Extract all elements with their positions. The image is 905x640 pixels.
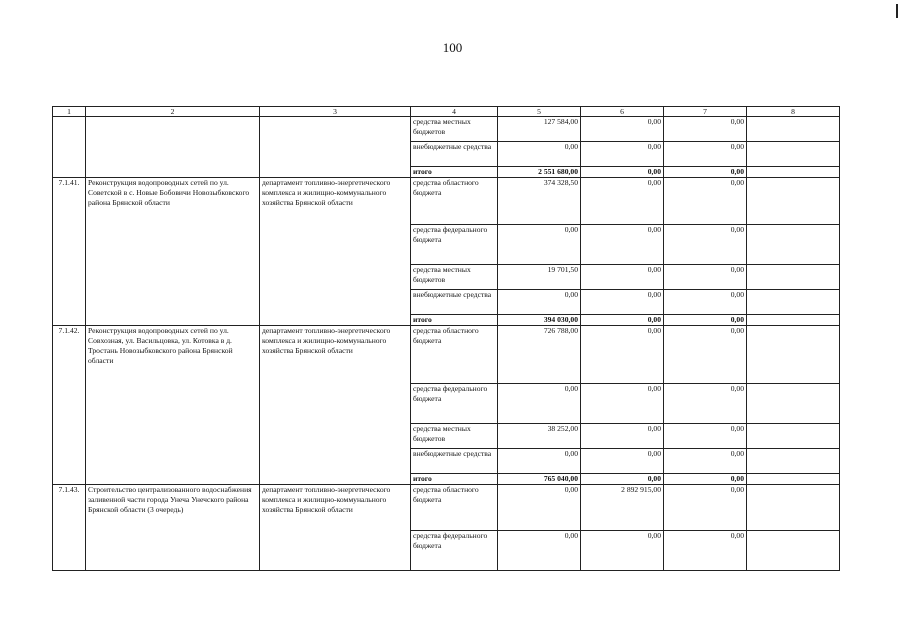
- amount-col6: 0,00: [581, 315, 664, 326]
- project-code: 7.1.42.: [53, 326, 86, 485]
- amount-col5: 0,00: [498, 225, 581, 265]
- project-code: 7.1.41.: [53, 178, 86, 326]
- project-name-empty: [86, 117, 260, 178]
- amount-col5: 0,00: [498, 485, 581, 531]
- amount-col5: 38 252,00: [498, 424, 581, 449]
- amount-col6: 0,00: [581, 474, 664, 485]
- budget-table: [52, 106, 840, 571]
- amount-col5: 127 584,00: [498, 117, 581, 142]
- column-header: 4: [411, 107, 498, 117]
- amount-col7: 0,00: [664, 142, 747, 167]
- amount-col6: 0,00: [581, 326, 664, 384]
- amount-col7: 0,00: [664, 178, 747, 225]
- column-header: 8: [747, 107, 840, 117]
- amount-col5: 0,00: [498, 449, 581, 474]
- amount-col6: 0,00: [581, 167, 664, 178]
- column-header: 7: [664, 107, 747, 117]
- column-header: 2: [86, 107, 260, 117]
- page-number: 100: [442, 40, 463, 55]
- amount-col7: 0,00: [664, 326, 747, 384]
- funding-source: средства областного бюджета: [411, 326, 498, 384]
- project-code: 7.1.43.: [53, 485, 86, 571]
- column-header: 6: [581, 107, 664, 117]
- funding-source: средства областного бюджета: [411, 178, 498, 225]
- amount-col5: 726 788,00: [498, 326, 581, 384]
- amount-col7: 0,00: [664, 117, 747, 142]
- table-row: [53, 485, 840, 531]
- col8-empty: [747, 474, 840, 485]
- project-executor: департамент топливно-энергетического комплекса и жилищно-коммунального хозяйства Брянской области: [260, 178, 411, 326]
- amount-col7: 0,00: [664, 474, 747, 485]
- amount-col7: 0,00: [664, 315, 747, 326]
- amount-col6: 0,00: [581, 290, 664, 315]
- amount-col6: 0,00: [581, 142, 664, 167]
- amount-col6: 0,00: [581, 449, 664, 474]
- project-name: Строительство централизованного водоснабжения заливенной части города Унеча Унечского района Брянской области (3 очередь): [86, 485, 260, 571]
- col8-empty: [747, 290, 840, 315]
- amount-col5: 0,00: [498, 531, 581, 571]
- funding-source: средства федерального бюджета: [411, 384, 498, 424]
- col8-empty: [747, 449, 840, 474]
- funding-source: средства федерального бюджета: [411, 225, 498, 265]
- project-name: Реконструкция водопроводных сетей по ул. Советской в с. Новые Бобовичи Новозыбковского района Брянской области: [86, 178, 260, 326]
- col8-empty: [747, 315, 840, 326]
- col8-empty: [747, 384, 840, 424]
- amount-col6: 0,00: [581, 424, 664, 449]
- column-header: 5: [498, 107, 581, 117]
- col8-empty: [747, 117, 840, 142]
- funding-source: внебюджетные средства: [411, 142, 498, 167]
- scan-edge-mark: [896, 4, 898, 18]
- col8-empty: [747, 531, 840, 571]
- col8-empty: [747, 485, 840, 531]
- amount-col6: 0,00: [581, 531, 664, 571]
- amount-col5: 765 040,00: [498, 474, 581, 485]
- amount-col5: 0,00: [498, 384, 581, 424]
- amount-col7: 0,00: [664, 449, 747, 474]
- funding-source: внебюджетные средства: [411, 449, 498, 474]
- amount-col5: 0,00: [498, 290, 581, 315]
- amount-col7: 0,00: [664, 290, 747, 315]
- executor-empty: [260, 117, 411, 178]
- funding-source: итого: [411, 315, 498, 326]
- amount-col7: 0,00: [664, 485, 747, 531]
- table-row: [53, 117, 840, 142]
- col8-empty: [747, 178, 840, 225]
- funding-source: средства местных бюджетов: [411, 424, 498, 449]
- funding-source: средства местных бюджетов: [411, 265, 498, 290]
- amount-col6: 2 892 915,00: [581, 485, 664, 531]
- amount-col7: 0,00: [664, 225, 747, 265]
- amount-col5: 374 328,50: [498, 178, 581, 225]
- amount-col5: 2 551 680,00: [498, 167, 581, 178]
- funding-source: итого: [411, 474, 498, 485]
- funding-source: итого: [411, 167, 498, 178]
- col8-empty: [747, 167, 840, 178]
- amount-col5: 0,00: [498, 142, 581, 167]
- col8-empty: [747, 326, 840, 384]
- funding-source: средства федерального бюджета: [411, 531, 498, 571]
- amount-col7: 0,00: [664, 531, 747, 571]
- amount-col7: 0,00: [664, 265, 747, 290]
- column-header: 3: [260, 107, 411, 117]
- project-name: Реконструкция водопроводных сетей по ул. Совхозная, ул. Васильцовка, ул. Котовка в д. Тростань Новозыбковского района Брянской области: [86, 326, 260, 485]
- amount-col7: 0,00: [664, 384, 747, 424]
- col8-empty: [747, 142, 840, 167]
- table-row: [53, 178, 840, 225]
- col8-empty: [747, 424, 840, 449]
- amount-col6: 0,00: [581, 265, 664, 290]
- table-row: [53, 326, 840, 384]
- col8-empty: [747, 225, 840, 265]
- amount-col6: 0,00: [581, 178, 664, 225]
- amount-col5: 19 701,50: [498, 265, 581, 290]
- funding-source: средства областного бюджета: [411, 485, 498, 531]
- code-cell-empty: [53, 117, 86, 178]
- amount-col5: 394 030,00: [498, 315, 581, 326]
- project-executor: департамент топливно-энергетического комплекса и жилищно-коммунального хозяйства Брянской области: [260, 485, 411, 571]
- col8-empty: [747, 265, 840, 290]
- amount-col7: 0,00: [664, 424, 747, 449]
- amount-col6: 0,00: [581, 225, 664, 265]
- amount-col7: 0,00: [664, 167, 747, 178]
- funding-source: внебюджетные средства: [411, 290, 498, 315]
- amount-col6: 0,00: [581, 117, 664, 142]
- column-header: 1: [53, 107, 86, 117]
- funding-source: средства местных бюджетов: [411, 117, 498, 142]
- project-executor: департамент топливно-энергетического комплекса и жилищно-коммунального хозяйства Брянской области: [260, 326, 411, 485]
- amount-col6: 0,00: [581, 384, 664, 424]
- column-number-row: [53, 107, 840, 117]
